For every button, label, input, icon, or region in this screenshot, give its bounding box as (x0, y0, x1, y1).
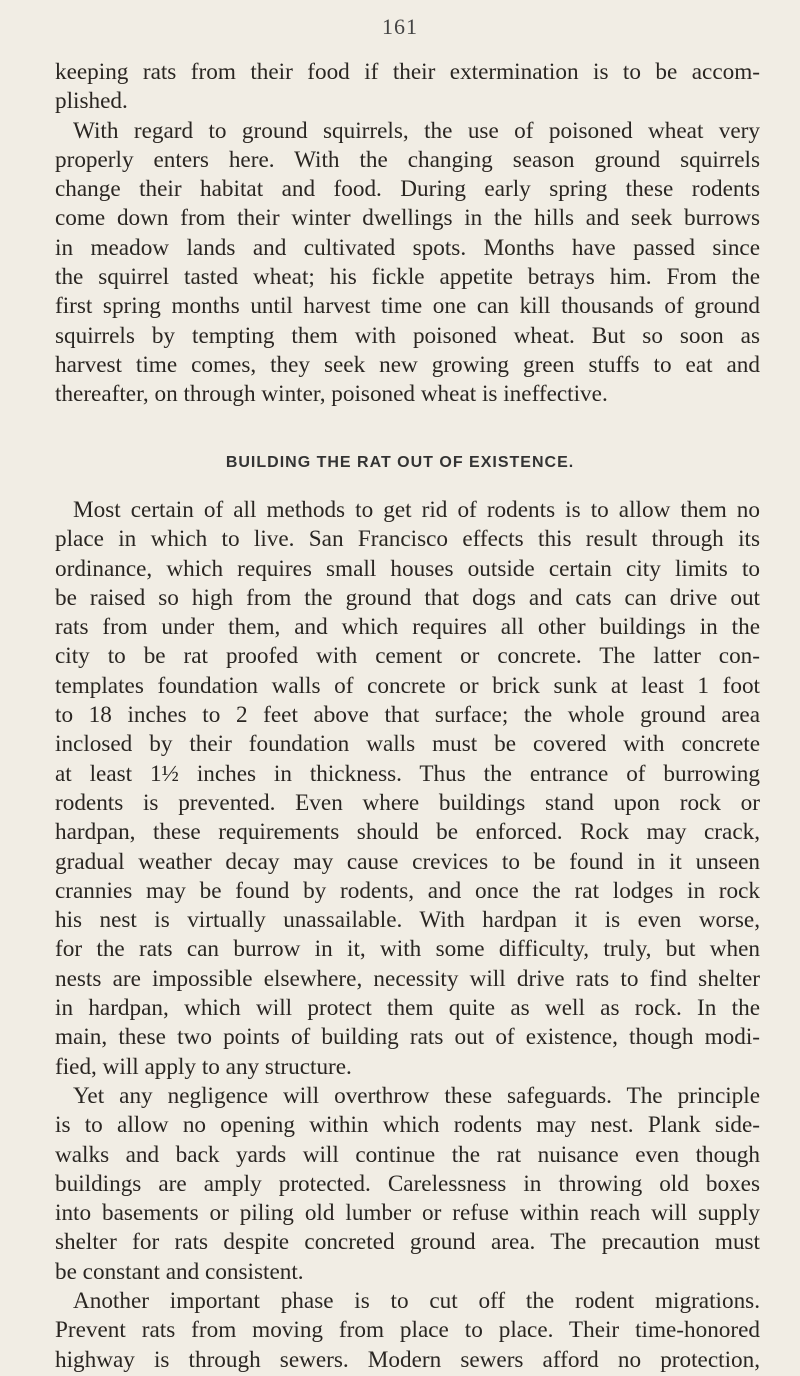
text-line: in meadow lands and cultivated spots. Months have passed since (55, 234, 760, 261)
text-line: shelter for rats despite concreted ground area. The precaution must (55, 1229, 760, 1256)
text-line: plished. (55, 88, 128, 115)
text-line: be raised so high from the ground that dogs and cats can drive out (55, 584, 760, 611)
text-line: thereafter, on through winter, poisoned wheat is ineffective. (55, 381, 608, 408)
text-line: inclosed by their foundation walls must be covered with concrete (55, 731, 760, 758)
text-line: Prevent rats from moving from place to place. Their time-honored (55, 1317, 760, 1344)
text-line: ordinance, which requires small houses outside certain city limits to (55, 555, 760, 582)
text-line: Yet any negligence will overthrow these safeguards. The principle (73, 1082, 760, 1109)
text-line: for the rats can burrow in it, with some difficulty, truly, but when (55, 936, 760, 963)
text-line: Another important phase is to cut off the rodent migrations. (73, 1288, 760, 1315)
text-line: fied, will apply to any structure. (55, 1053, 352, 1080)
text-line: crannies may be found by rodents, and once the rat lodges in rock (55, 877, 760, 904)
text-line: properly enters here. With the changing season ground squirrels (55, 146, 760, 173)
section-heading: BUILDING THE RAT OUT OF EXISTENCE. (225, 454, 575, 471)
text-line: buildings are amply protected. Carelessness in throwing old boxes (55, 1170, 760, 1197)
paragraph-block-2 (55, 496, 760, 1375)
text-line: main, these two points of building rats out of existence, though modi- (55, 1024, 760, 1051)
text-line: gradual weather decay may cause crevices to be found in it unseen (55, 848, 760, 875)
text-line: place in which to live. San Francisco effects this result through its (55, 526, 760, 553)
text-line: his nest is virtually unassailable. With hardpan it is even worse, (55, 907, 760, 934)
text-line: city to be rat proofed with cement or concrete. The latter con- (55, 643, 760, 670)
text-line: templates foundation walls of concrete or brick sunk at least 1 foot (55, 672, 760, 699)
page-number: 161 (382, 14, 418, 39)
text-line: into basements or piling old lumber or refuse within reach will supply (55, 1200, 760, 1227)
text-line: With regard to ground squirrels, the use of poisoned wheat very (73, 117, 760, 144)
text-line: rats from under them, and which requires all other buildings in the (55, 614, 760, 641)
text-line: is to allow no opening within which rodents may nest. Plank side- (55, 1112, 760, 1139)
text-line: rodents is prevented. Even where buildings stand upon rock or (55, 789, 760, 816)
text-line: at least 1½ inches in thickness. Thus the entrance of burrowing (55, 760, 760, 787)
text-line: change their habitat and food. During early spring these rodents (55, 176, 760, 203)
text-line: be constant and consistent. (55, 1258, 304, 1285)
text-line: highway is through sewers. Modern sewers afford no protection, (55, 1346, 760, 1373)
text-line: come down from their winter dwellings in the hills and seek burrows (55, 205, 760, 232)
text-line: Most certain of all methods to get rid of rodents is to allow them no (73, 497, 760, 523)
text-line: in hardpan, which will protect them quite as well as rock. In the (55, 995, 760, 1022)
text-line: squirrels by tempting them with poisoned wheat. But so soon as (55, 322, 760, 349)
text-line: the squirrel tasted wheat; his fickle appetite betrays him. From the (55, 264, 760, 291)
text-line: first spring months until harvest time one can kill thousands of ground (55, 293, 760, 320)
paragraph-block-1 (55, 58, 760, 410)
text-line: keeping rats from their food if their extermination is to be accom- (55, 59, 760, 85)
text-line: walks and back yards will continue the rat nuisance even though (55, 1141, 760, 1168)
text-line: harvest time comes, they seek new growing green stuffs to eat and (55, 351, 760, 378)
text-line: hardpan, these requirements should be enforced. Rock may crack, (55, 819, 760, 846)
text-line: nests are impossible elsewhere, necessity will drive rats to find shelter (55, 965, 760, 992)
text-line: to 18 inches to 2 feet above that surface; the whole ground area (55, 702, 760, 729)
